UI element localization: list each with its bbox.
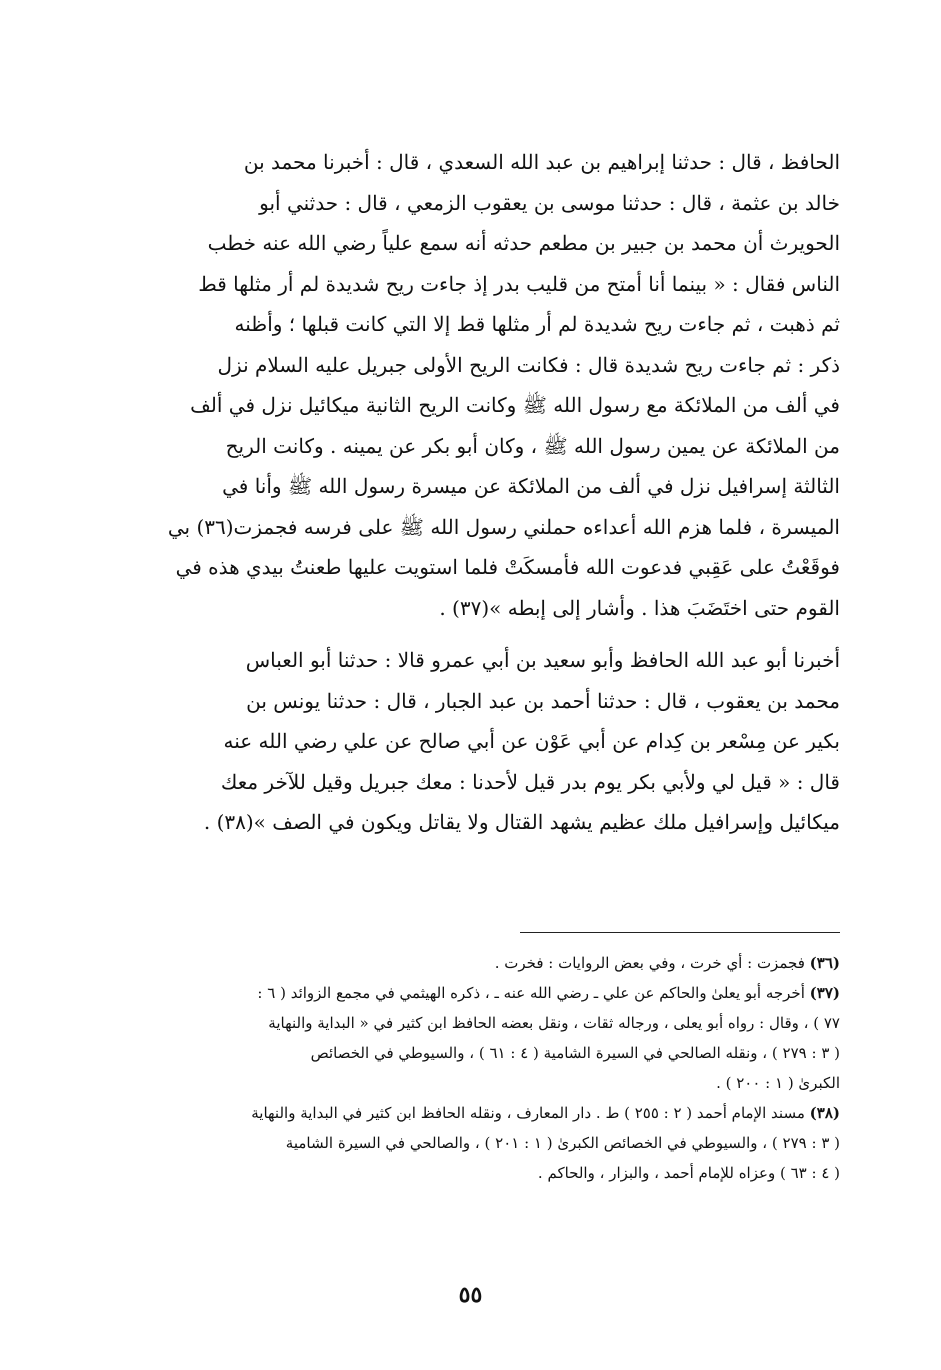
text-line: الثالثة إسرافيل نزل في ألف من الملائكة عن ميسرة رسول الله ﷺ وأنا في: [222, 474, 840, 498]
footnote-number: (٣٦): [809, 954, 840, 972]
text-line: بكير عن مِسْعر بن كِدام عن أبي عَوْن عن أبي صالح عن علي رضي الله عنه: [223, 729, 840, 753]
page-number: ٥٥: [458, 1282, 483, 1308]
footnote-line: الكبرىٰ ( ١ : ٢٠٠ ) .: [716, 1074, 840, 1092]
footnote-line: ( ٣ : ٢٧٩ ) ، والسيوطي في الخصائص الكبرىٰ ( ١ : ٢٠١ ) ، والصالحي في السيرة الشامية: [285, 1134, 840, 1152]
footnote-line: [100, 948, 840, 978]
text-line: محمد بن يعقوب ، قال : حدثنا أحمد بن عبد الجبار ، قال : حدثنا يونس بن: [246, 688, 840, 713]
footnote-37: [100, 978, 840, 1098]
text-line: ثم ذهبت ، ثم جاءت ريح شديدة لم أر مثلها قط إلا التي كانت قبلها ؛ وأظنه: [234, 312, 840, 336]
text-line: فوقَعْتُ على عَقِبي فدعوت الله فأمسكَتْ فلما استويت عليها طعنتُ بيدي هذه في: [175, 555, 840, 579]
footnote-text: فجمزت : أي خرت ، وفي بعض الروايات : فخرت .: [494, 954, 805, 972]
text-line: من الملائكة عن يمين رسول الله ﷺ ، وكان أبو بكر عن يمينه . وكانت الريح: [225, 433, 840, 458]
footnote-number: (٣٨): [809, 1104, 840, 1122]
footnote-divider: [520, 932, 840, 933]
footnote-36: [100, 948, 840, 978]
text-line: ميكائيل وإسرافيل ملك عظيم يشهد القتال ولا يقاتل ويكون في الصف »(٣٨) .: [203, 810, 840, 834]
footnotes: [100, 948, 840, 1188]
text-line: الحافظ ، قال : حدثنا إبراهيم بن عبد الله السعدي ، قال : أخبرنا محمد بن: [243, 150, 840, 174]
text-line: أخبرنا أبو عبد الله الحافظ وأبو سعيد بن أبي عمرو قالا : حدثنا أبو العباس: [245, 648, 840, 672]
footnote-line: [100, 1098, 840, 1128]
footnote-line: ( ٤ : ٦٣ ) وعزاه للإمام أحمد ، والبزار ، والحاكم .: [537, 1164, 840, 1182]
footnote-text: أخرجه أبو يعلىٰ والحاكم عن علي ـ رضي الله عنه ـ ، ذكره الهيثمي في مجمع الزوائد ( ٦ :: [257, 984, 805, 1002]
footnote-text: مسند الإمام أحمد ( ٢ : ٢٥٥ ) ط . دار المعارف ، ونقله الحافظ ابن كثير في البداية والنهاية: [251, 1104, 805, 1122]
footnote-38: [100, 1098, 840, 1188]
text-line: ذكر : ثم جاءت ريح شديدة قال : فكانت الريح الأولى جبريل عليه السلام نزل: [217, 352, 840, 377]
text-line: الناس فقال : « بينما أنا أمتح من قليب بدر إذ جاءت ريح شديدة لم أر مثلها قط: [198, 271, 840, 296]
text-line: القوم حتى اختَضَبَ هذا . وأشار إلى إبطه »(٣٧) .: [439, 595, 840, 620]
paragraph-2: [100, 640, 840, 843]
footnote-line: [100, 978, 840, 1008]
text-line: خالد بن عثمة ، قال : حدثنا موسى بن يعقوب الزمعي ، قال : حدثني أبو: [259, 190, 840, 215]
footnote-number: (٣٧): [809, 984, 840, 1002]
text-line: في ألف من الملائكة مع رسول الله ﷺ وكانت الريح الثانية ميكائيل نزل في ألف: [190, 393, 840, 417]
text-line: قال : « قيل لي ولأبي بكر يوم بدر قيل لأحدنا : معك جبريل وقيل للآخر معك: [220, 769, 840, 794]
text-line: الميسرة ، فلما هزم الله أعداءه حملني رسول الله ﷺ على فرسه فجمزت(٣٦) بي: [167, 514, 840, 539]
footnote-line: ( ٣ : ٢٧٩ ) ، ونقله الصالحي في السيرة الشامية ( ٤ : ٦١ ) ، والسيوطي في الخصائص: [310, 1044, 840, 1062]
paragraph-1: [100, 142, 840, 628]
text-line: الحويرث أن محمد بن جبير بن مطعم حدثه أنه سمع علياً رضي الله عنه خطب: [207, 231, 840, 255]
main-text: [100, 142, 840, 843]
footnote-line: ٧٧ ) ، وقال : رواه أبو يعلى ، ورجاله ثقات ، ونقل بعضه الحافظ ابن كثير في « البداية والنهاية: [268, 1014, 840, 1032]
